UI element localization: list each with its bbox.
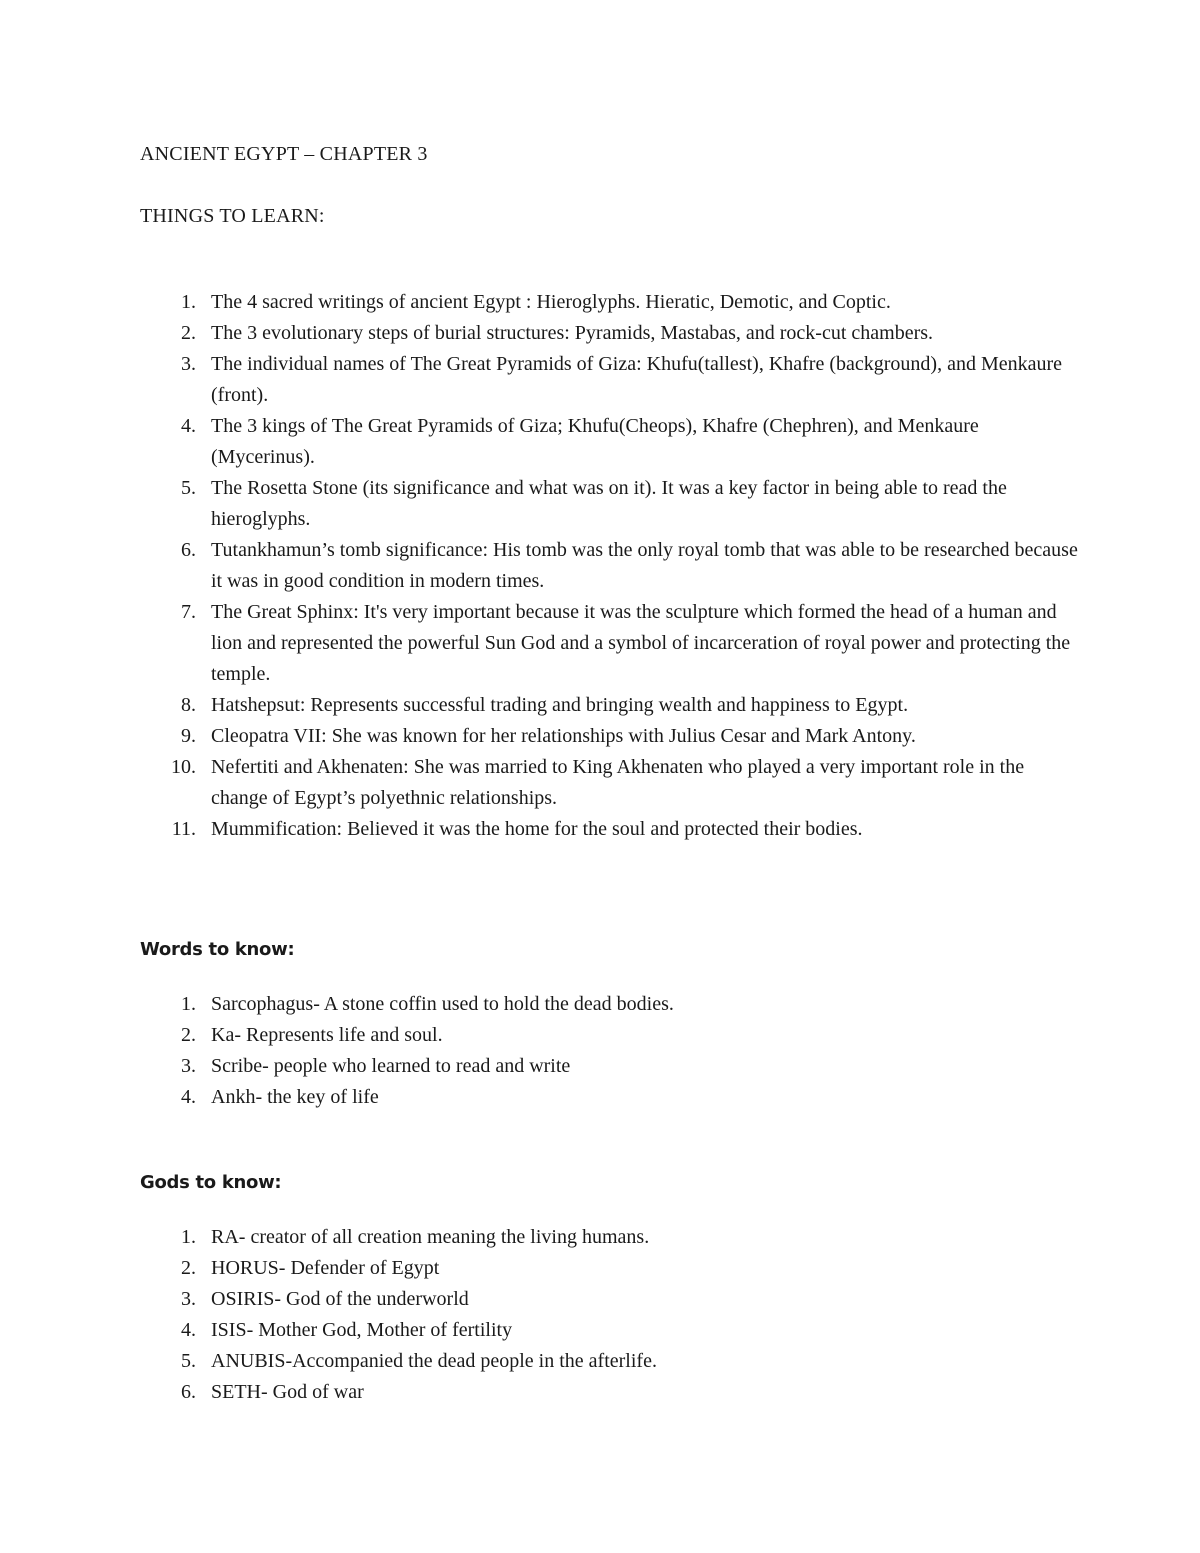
list-number: 2.	[181, 322, 196, 344]
list-item	[140, 1346, 1080, 1377]
list-item	[140, 287, 1080, 318]
list-number: 6.	[181, 539, 196, 561]
list-text: The 4 sacred writings of ancient Egypt : Hieroglyphs. Hieratic, Demotic, and Coptic.	[211, 291, 891, 313]
list-number: 1.	[181, 1226, 196, 1248]
list-text: HORUS- Defender of Egypt	[211, 1257, 440, 1279]
list-item	[140, 349, 1080, 411]
list-text: Cleopatra VII: She was known for her relationships with Julius Cesar and Mark Antony.	[211, 725, 916, 747]
list-item	[140, 1051, 1080, 1082]
list-text: Mummification: Believed it was the home for the soul and protected their bodies.	[211, 818, 863, 840]
list-number: 5.	[181, 477, 196, 499]
list-item	[140, 1082, 1080, 1113]
list-number: 1.	[181, 993, 196, 1015]
list-text: Scribe- people who learned to read and write	[211, 1055, 571, 1077]
list-item	[140, 535, 1080, 597]
list-text: Tutankhamun’s tomb significance: His tomb was the only royal tomb that was able to be researched because it was in good condition in modern times.	[211, 539, 1078, 592]
list-item	[140, 1315, 1080, 1346]
list-item	[140, 989, 1080, 1020]
things-to-learn-heading: THINGS TO LEARN:	[140, 205, 325, 227]
list-item	[140, 1020, 1080, 1051]
list-number: 4.	[181, 1319, 196, 1341]
list-item	[140, 1222, 1080, 1253]
words-to-know-list	[140, 989, 1080, 1113]
list-text: Hatshepsut: Represents successful trading and bringing wealth and happiness to Egypt.	[211, 694, 909, 716]
list-number: 4.	[181, 415, 196, 437]
list-text: Ka- Represents life and soul.	[211, 1024, 443, 1046]
list-item	[140, 752, 1080, 814]
list-text: ANUBIS-Accompanied the dead people in the afterlife.	[211, 1350, 657, 1372]
list-item	[140, 690, 1080, 721]
list-item	[140, 814, 1080, 845]
list-text: ISIS- Mother God, Mother of fertility	[211, 1319, 513, 1341]
list-text: OSIRIS- God of the underworld	[211, 1288, 469, 1310]
list-number: 2.	[181, 1024, 196, 1046]
list-item	[140, 318, 1080, 349]
document-title: ANCIENT EGYPT – CHAPTER 3	[140, 143, 428, 165]
list-item	[140, 721, 1080, 752]
list-number: 5.	[181, 1350, 196, 1372]
list-number: 2.	[181, 1257, 196, 1279]
list-number: 3.	[181, 1055, 196, 1077]
list-number: 8.	[181, 694, 196, 716]
list-number: 4.	[181, 1086, 196, 1108]
list-text: Nefertiti and Akhenaten: She was married to King Akhenaten who played a very important role in the change of Egypt’s polyethnic relationships.	[211, 756, 1025, 809]
list-number: 11.	[171, 818, 196, 840]
list-number: 1.	[181, 291, 196, 313]
list-item	[140, 597, 1080, 690]
list-item	[140, 473, 1080, 535]
list-text: The individual names of The Great Pyramids of Giza: Khufu(tallest), Khafre (background), and Menkaure (front).	[211, 353, 1063, 406]
list-text: The Rosetta Stone (its significance and what was on it). It was a key factor in being able to read the hieroglyphs.	[211, 477, 1007, 530]
list-text: The 3 evolutionary steps of burial structures: Pyramids, Mastabas, and rock-cut chambers.	[211, 322, 934, 344]
list-text: Sarcophagus- A stone coffin used to hold the dead bodies.	[211, 993, 674, 1015]
list-item	[140, 1284, 1080, 1315]
list-text: The 3 kings of The Great Pyramids of Giza; Khufu(Cheops), Khafre (Chephren), and Menkaure (Mycerinus).	[211, 415, 979, 468]
list-text: The Great Sphinx: It's very important because it was the sculpture which formed the head of a human and lion and represented the powerful Sun God and a symbol of incarceration of royal power and protecting the temple.	[211, 601, 1071, 685]
things-to-learn-list	[140, 287, 1080, 845]
list-number: 10.	[171, 756, 196, 778]
list-number: 3.	[181, 1288, 196, 1310]
list-number: 6.	[181, 1381, 196, 1403]
words-to-know-heading: Words to know:	[140, 939, 295, 960]
list-number: 7.	[181, 601, 196, 623]
list-item	[140, 1377, 1080, 1408]
gods-to-know-heading: Gods to know:	[140, 1172, 282, 1193]
list-text: RA- creator of all creation meaning the living humans.	[211, 1226, 650, 1248]
list-text: Ankh- the key of life	[211, 1086, 379, 1108]
list-item	[140, 411, 1080, 473]
list-number: 3.	[181, 353, 196, 375]
gods-to-know-list	[140, 1222, 1080, 1408]
list-item	[140, 1253, 1080, 1284]
list-number: 9.	[181, 725, 196, 747]
list-text: SETH- God of war	[211, 1381, 364, 1403]
